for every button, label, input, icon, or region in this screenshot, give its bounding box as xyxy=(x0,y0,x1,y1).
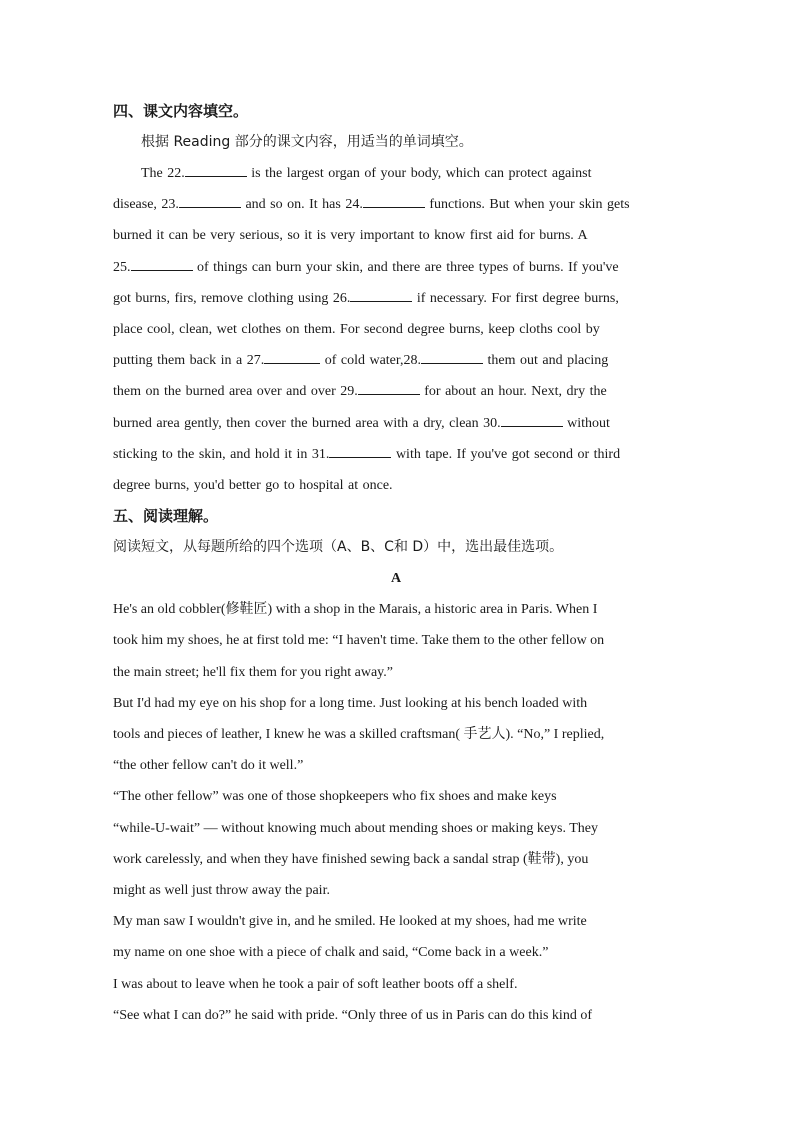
cloze-line: sticking to the skin, and hold it in 31. with tape. If you've got second or third xyxy=(113,446,621,462)
blank-30[interactable] xyxy=(501,414,563,427)
cloze-line: place cool, clean, wet clothes on them. For second degree burns, keep cloths cool by xyxy=(113,322,600,338)
cloze-passage xyxy=(113,158,679,501)
blank-27[interactable] xyxy=(264,351,320,364)
passage-line: “See what I can do?” he said with pride. “Only three of us in Paris can do this kind of xyxy=(113,1007,592,1023)
passage-line: “the other fellow can't do it well.” xyxy=(113,758,304,774)
cloze-line: disease, 23. and so on. It has 24. functions. But when your skin gets xyxy=(113,197,630,213)
passage-label: A xyxy=(390,571,402,587)
blank-31[interactable] xyxy=(329,445,391,458)
section-5-heading: 五、阅读理解。 xyxy=(113,507,219,526)
cloze-line: The 22. is the largest organ of your body, which can protect against xyxy=(141,166,592,181)
section-4-heading: 四、课文内容填空。 xyxy=(113,102,249,120)
passage-line: He's an old cobbler(修鞋匠) with a shop in the Marais, a historic area in Paris. When I xyxy=(113,602,598,618)
blank-25[interactable] xyxy=(131,258,193,271)
reading-passage xyxy=(113,594,679,1031)
section-4-instruction: 根据 Reading 部分的课文内容，用适当的单词填空。 xyxy=(141,134,473,150)
cloze-line: got burns, firs, remove clothing using 26. if necessary. For first degree burns, xyxy=(113,290,619,306)
passage-line: tools and pieces of leather, I knew he was a skilled craftsman( 手艺人). “No,” I replied, xyxy=(113,727,605,743)
blank-22[interactable] xyxy=(185,164,247,177)
blank-23[interactable] xyxy=(179,195,241,208)
blank-26[interactable] xyxy=(350,289,412,302)
worksheet-page xyxy=(113,96,679,1031)
passage-line: “while-U-wait” — without knowing much about mending shoes or making keys. They xyxy=(113,820,598,836)
passage-line: But I'd had my eye on his shop for a long time. Just looking at his bench loaded with xyxy=(113,695,588,711)
passage-line: work carelessly, and when they have finished sewing back a sandal strap (鞋带), you xyxy=(113,851,589,867)
passage-line: My man saw I wouldn't give in, and he smiled. He looked at my shoes, had me write xyxy=(113,914,587,930)
passage-line: the main street; he'll fix them for you right away.” xyxy=(113,664,393,680)
passage-line: might as well just throw away the pair. xyxy=(113,883,330,899)
blank-29[interactable] xyxy=(358,382,420,395)
cloze-line: burned area gently, then cover the burned area with a dry, clean 30. without xyxy=(113,415,610,431)
cloze-line: degree burns, you'd better go to hospital at once. xyxy=(113,478,393,494)
cloze-line: them on the burned area over and over 29. for about an hour. Next, dry the xyxy=(113,384,607,400)
cloze-line: putting them back in a 27. of cold water,28. them out and placing xyxy=(113,353,609,369)
passage-line: “The other fellow” was one of those shopkeepers who fix shoes and make keys xyxy=(113,789,557,805)
passage-line: took him my shoes, he at first told me: “I haven't time. Take them to the other fellow on xyxy=(113,633,605,649)
section-5-instruction: 阅读短文，从每题所给的四个选项（A、B、C和 D）中，选出最佳选项。 xyxy=(113,539,564,556)
blank-24[interactable] xyxy=(363,195,425,208)
blank-28[interactable] xyxy=(421,351,483,364)
cloze-line: 25. of things can burn your skin, and there are three types of burns. If you've xyxy=(113,259,619,275)
passage-line: I was about to leave when he took a pair of soft leather boots off a shelf. xyxy=(113,976,518,992)
passage-line: my name on one shoe with a piece of chalk and said, “Come back in a week.” xyxy=(113,945,549,961)
cloze-line: burned it can be very serious, so it is very important to know first aid for burns. A xyxy=(113,228,588,244)
